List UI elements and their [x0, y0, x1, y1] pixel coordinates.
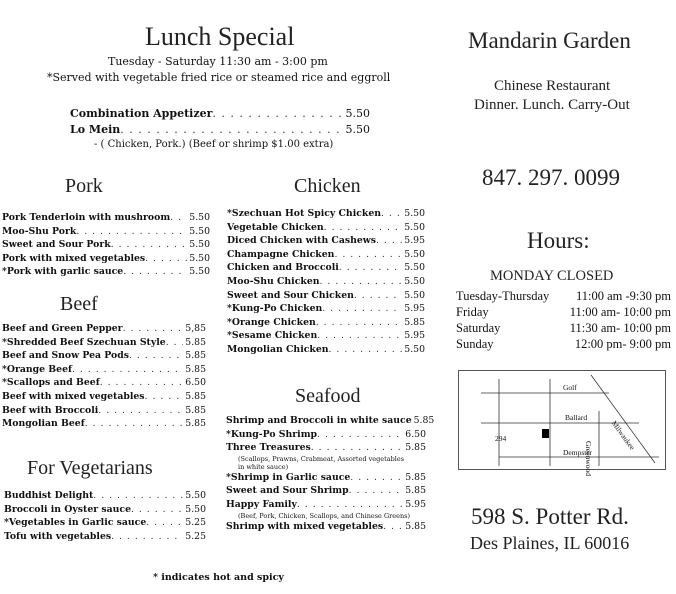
beef-list: [2, 322, 206, 431]
menu-item: Diced Chicken with Cashews . . . 5.95: [227, 234, 425, 248]
menu-item: *Orange Chicken . . . 5.85: [227, 316, 425, 330]
menu-item: *Shrimp in Garlic sauce . . . 5.85: [226, 471, 426, 485]
menu-item: Shrimp with mixed vegetables . . . 5.85: [226, 520, 426, 534]
vegetarian-heading: For Vegetarians: [27, 457, 153, 479]
happy-family-note: (Beef, Pork, Chicken, Scallops, and Chinese Greens): [238, 511, 411, 520]
hours-row: Saturday 11:30 am- 10:00 pm: [456, 321, 671, 335]
menu-item: Mongolian Chicken . . . 5.50: [227, 343, 425, 357]
monday-closed: MONDAY CLOSED: [490, 268, 614, 284]
menu-item: Combination Appetizer . . . 5.50: [70, 106, 370, 122]
phone-number[interactable]: 847. 297. 0099: [482, 165, 620, 190]
restaurant-name: Mandarin Garden: [468, 28, 631, 53]
menu-item: *Scallops and Beef . . . 6.50: [2, 376, 206, 390]
ballard-label: Ballard: [565, 413, 588, 422]
menu-item: Champagne Chicken . . . 5.50: [227, 248, 425, 262]
restaurant-services: Dinner. Lunch. Carry-Out: [474, 97, 630, 113]
dempster-label: Dempster: [563, 448, 593, 457]
lunch-items: [70, 106, 370, 138]
hours-table: [456, 288, 671, 352]
menu-item: Beef with mixed vegetables . . . 5.85: [2, 390, 206, 404]
address-line1: 598 S. Potter Rd.: [471, 504, 629, 529]
lo-mein-note: - ( Chicken, Pork.) (Beef or shrimp $1.00 extra): [94, 139, 334, 150]
location-map: [458, 370, 666, 476]
greenwood-label: Greenwood: [584, 441, 593, 476]
seafood-heading: Seafood: [295, 385, 361, 407]
lunch-note: *Served with vegetable fried rice or steamed rice and eggroll: [47, 71, 391, 84]
menu-item: Sweet and Sour Shrimp . . . 5.85: [226, 484, 426, 498]
lunch-title: Lunch Special: [145, 22, 295, 51]
menu-item: Moo-Shu Pork . . . 5.50: [2, 225, 210, 239]
vegetarian-list: [4, 489, 206, 543]
menu-item: Beef and Snow Pea Pods . . . 5.85: [2, 349, 206, 363]
menu-item: Beef with Broccoli . . . 5.85: [2, 404, 206, 418]
menu-item: Moo-Shu Chicken . . . 5.50: [227, 275, 425, 289]
menu-item: Mongolian Beef . . . 5.85: [2, 417, 206, 431]
menu-item: *Vegetables in Garlic sauce . . . 5.25: [4, 516, 206, 530]
three-treasures-note: (Scallops, Prawns, Crabmeat, Assorted vegetables: [238, 454, 405, 463]
restaurant-marker: [542, 429, 549, 438]
lunch-hours: Tuesday - Saturday 11:30 am - 3:00 pm: [108, 55, 328, 68]
footnote: * indicates hot and spicy: [153, 572, 284, 583]
menu-item: *Orange Beef . . . 5.85: [2, 363, 206, 377]
menu-item: Happy Family . . . 5.95: [226, 498, 426, 512]
menu-item: *Kung-Po Shrimp . . . 6.50: [226, 428, 426, 442]
menu-item: Shrimp and Broccoli in white sauce 5.85: [226, 415, 435, 426]
golf-label: Golf: [563, 383, 577, 392]
hours-row: Tuesday-Thursday 11:00 am -9:30 pm: [456, 289, 671, 303]
address-line2: Des Plaines, IL 60016: [470, 533, 630, 553]
menu-item: Lo Mein . . . 5.50: [70, 122, 370, 138]
beef-heading: Beef: [60, 293, 98, 315]
seafood-list: [226, 414, 435, 533]
menu-item: Pork Tenderloin with mushroom . . . 5.50: [2, 211, 210, 225]
milwaukee-label: Milwaukee: [609, 419, 637, 452]
restaurant-type: Chinese Restaurant: [494, 78, 611, 94]
menu-item: *Kung-Po Chicken . . . 5.95: [227, 302, 425, 316]
menu-item: Broccoli in Oyster sauce . . . 5.50: [4, 503, 206, 517]
menu-item: *Sesame Chicken . . . 5.95: [227, 329, 425, 343]
hours-heading: Hours:: [527, 228, 590, 253]
pork-heading: Pork: [65, 175, 103, 197]
menu-item: Chicken and Broccoli . . . 5.50: [227, 261, 425, 275]
map-roads: [459, 371, 665, 469]
hours-row: Sunday 12:00 pm- 9:00 pm: [456, 337, 671, 351]
menu-item: Three Treasures . . . 5.85: [226, 441, 426, 455]
menu-item: Sweet and Sour Pork . . . 5.50: [2, 238, 210, 252]
three-treasures-note: in white sauce): [238, 462, 289, 471]
menu-item: Buddhist Delight . . . 5.50: [4, 489, 206, 503]
hours-row: Friday 11:00 am- 10:00 pm: [456, 305, 671, 319]
chicken-list: [227, 207, 425, 357]
menu-item: *Szechuan Hot Spicy Chicken . . . 5.50: [227, 207, 425, 221]
chicken-heading: Chicken: [294, 175, 361, 197]
milwaukee-road: [591, 375, 655, 463]
pork-list: [2, 211, 210, 279]
menu-item: *Shredded Beef Szechuan Style . . . 5.85: [2, 336, 206, 350]
menu-item: Vegetable Chicken . . . 5.50: [227, 221, 425, 235]
menu-item: Tofu with vegetables . . . 5.25: [4, 530, 206, 544]
menu-item: *Pork with garlic sauce . . . 5.50: [2, 265, 210, 279]
menu-item: Pork with mixed vegetables . . . 5.50: [2, 252, 210, 266]
menu-item: Beef and Green Pepper . . . 5,85: [2, 322, 206, 336]
route-label: 294: [495, 434, 507, 443]
menu-item: Sweet and Sour Chicken . . . 5.50: [227, 289, 425, 303]
